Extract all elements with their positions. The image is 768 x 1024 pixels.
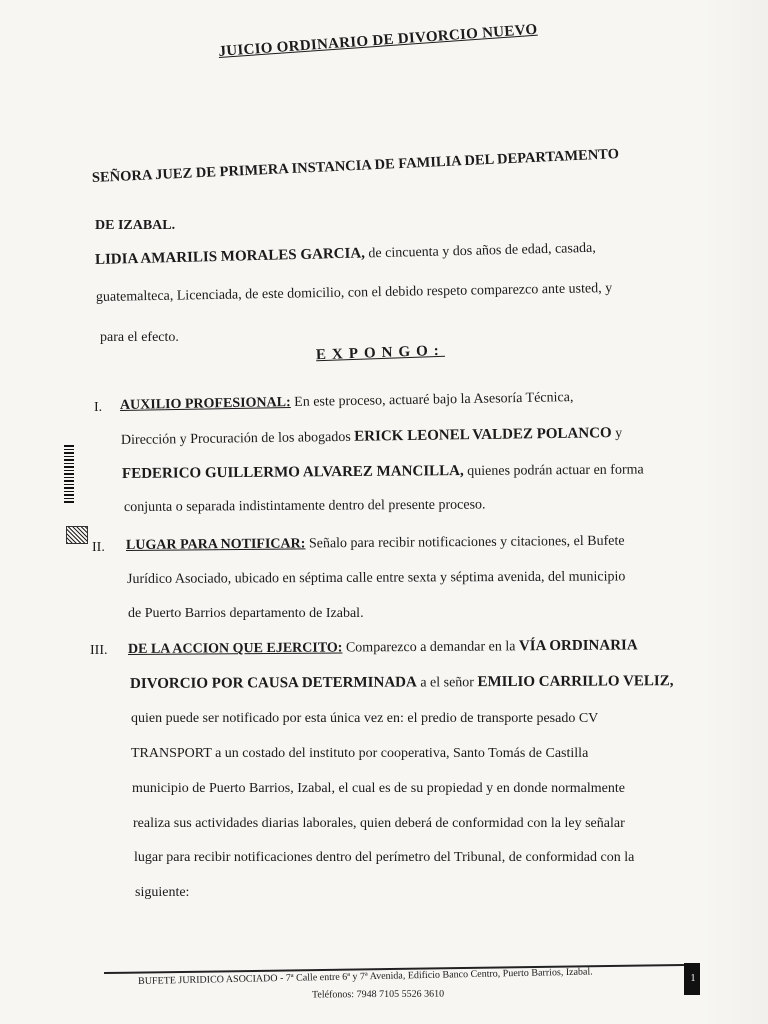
section-1-line-1: [120, 390, 574, 414]
intro-line-3: para el efecto.: [100, 330, 179, 345]
section-1-line-3-b: quienes podrán actuar en forma: [463, 462, 644, 480]
section-3-line-1-a: Comparezco a demandar en la: [342, 639, 519, 656]
lawyer-name-1: ERICK LEONEL VALDEZ POLANCO: [354, 425, 612, 445]
via-ordinaria: VÍA ORDINARIA: [518, 637, 638, 655]
intro-line-1: [95, 240, 596, 269]
section-3-line-4: TRANSPORT a un costado del instituto por cooperativa, Santo Tomás de Castilla: [131, 746, 589, 761]
section-3-line-5: municipio de Puerto Barrios, Izabal, el cual es de su propiedad y en donde normalmente: [132, 781, 625, 796]
section-1-line-4: conjunta o separada indistintamente dentro del presente proceso.: [123, 497, 486, 515]
section-3-line-7: lugar para recibir notificaciones dentro del perímetro del Tribunal, de conformidad con la: [134, 850, 635, 865]
section-1-line-1-rest: En este proceso, actuaré bajo la Asesoría Técnica,: [290, 390, 574, 411]
section-3-line-6: realiza sus actividades diarias laborales, quien deberá de conformidad con la ley señalar: [133, 816, 625, 831]
section-2-heading: LUGAR PARA NOTIFICAR:: [125, 536, 306, 553]
divorce-type: DIVORCIO POR CAUSA DETERMINADA: [129, 674, 417, 692]
scan-edge: [700, 0, 768, 1024]
footer-address: BUFETE JURIDICO ASOCIADO - 7ª Calle entre 6ª y 7ª Avenida, Edificio Banco Centro, Puerto Barrios, Izabal.: [138, 966, 593, 987]
document-title: JUICIO ORDINARIO DE DIVORCIO NUEVO: [218, 21, 538, 60]
respondent-name: EMILIO CARRILLO VELIZ,: [477, 673, 674, 691]
footer-phones: Teléfonos: 7948 7105 5526 3610: [311, 988, 445, 1001]
intro-line-1-rest: de cincuenta y dos años de edad, casada,: [364, 240, 596, 262]
section-1-line-2: [121, 425, 622, 449]
section-3-heading: DE LA ACCION QUE EJERCITO:: [127, 640, 343, 657]
barcode-mark: [64, 445, 74, 503]
section-3-line-2: [130, 673, 674, 693]
addressee-line-1: SEÑORA JUEZ DE PRIMERA INSTANCIA DE FAMILIA DEL DEPARTAMENTO: [91, 146, 620, 186]
section-1-heading: AUXILIO PROFESIONAL:: [119, 395, 291, 413]
intro-line-2: guatemalteca, Licenciada, de este domicilio, con el debido respeto comparezco ante usted, y: [95, 280, 613, 305]
stamp-mark: [66, 526, 88, 544]
section-2-line-2: Jurídico Asociado, ubicado en séptima calle entre sexta y séptima avenida, del municipio: [126, 569, 626, 587]
petitioner-name: LIDIA AMARILIS MORALES GARCIA,: [94, 245, 366, 268]
section-1-line-2-c: y: [611, 426, 623, 442]
section-3-number: III.: [90, 643, 108, 658]
section-1-line-3: [122, 461, 644, 483]
lawyer-name-2: FEDERICO GUILLERMO ALVAREZ MANCILLA,: [121, 463, 464, 482]
section-3-line-2-b: a el señor: [416, 675, 478, 691]
section-2-number: II.: [92, 540, 105, 555]
section-2-line-1-rest: Señalo para recibir notificaciones y citaciones, el Bufete: [305, 533, 625, 552]
expongo-heading: EXPONGO:: [315, 342, 446, 364]
addressee-line-2: DE IZABAL.: [95, 218, 176, 233]
section-1-line-2-a: Dirección y Procuración de los abogados: [120, 429, 355, 448]
section-3-line-1: [128, 637, 638, 658]
page-number: 1: [684, 963, 702, 995]
section-2-line-1: [126, 534, 625, 554]
section-1-number: I.: [94, 400, 103, 415]
section-2-line-3: de Puerto Barrios departamento de Izabal.: [128, 606, 364, 621]
section-3-line-8: siguiente:: [135, 885, 190, 900]
section-3-line-3: quien puede ser notificado por esta única vez en: el predio de transporte pesado CV: [131, 711, 599, 726]
